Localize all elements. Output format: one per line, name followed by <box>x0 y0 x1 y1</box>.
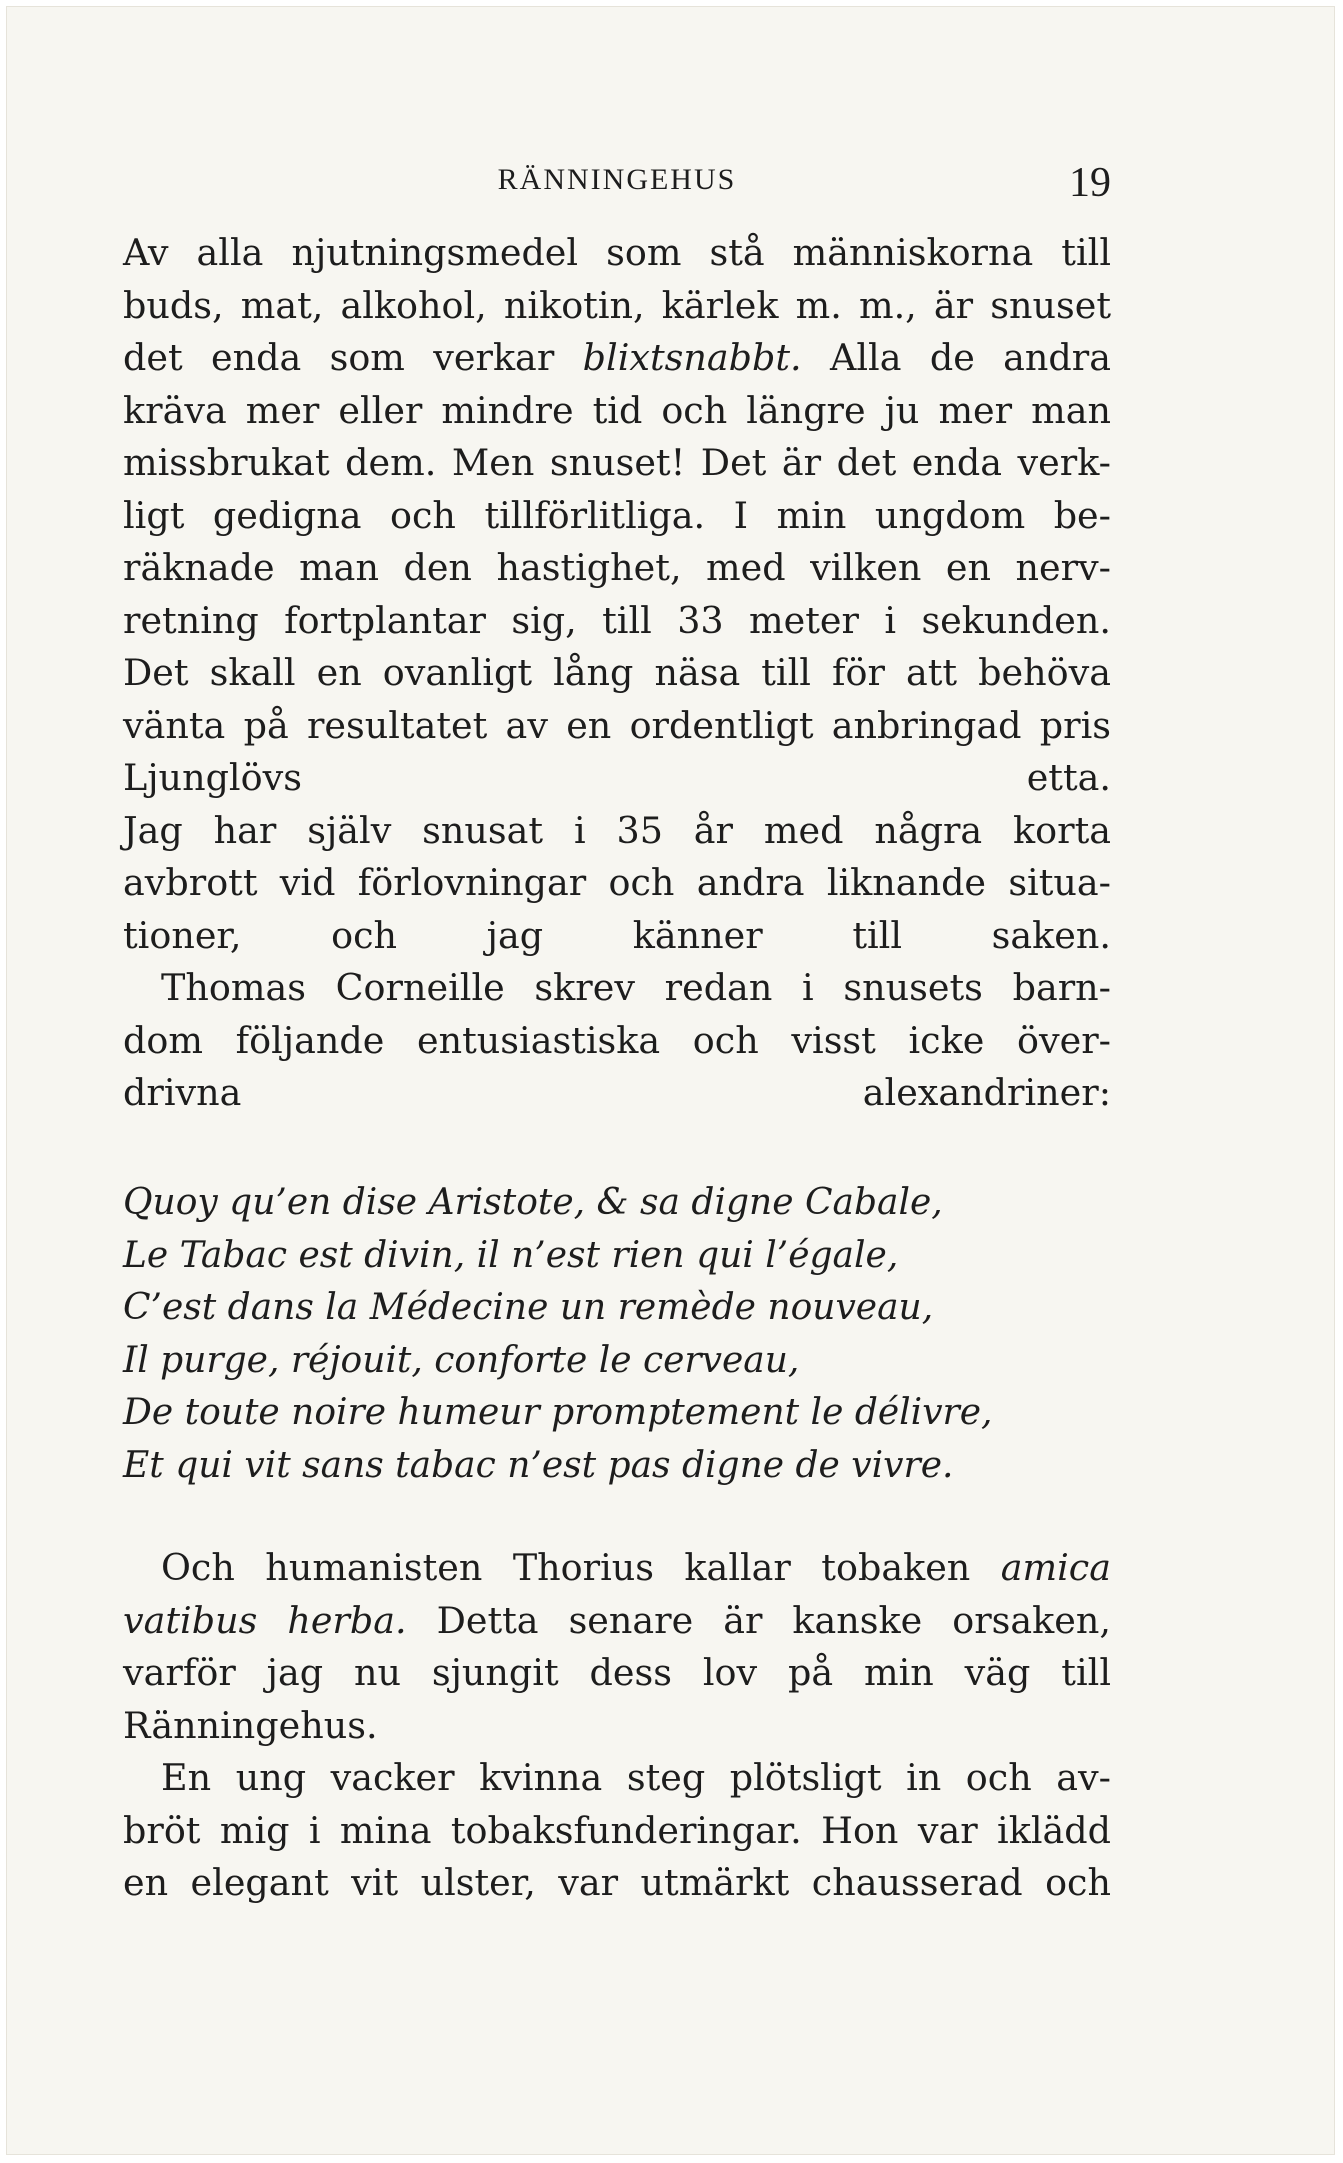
text-line: Av alla njutningsmedel som stå människorna till <box>123 231 1111 274</box>
body-text-bottom <box>123 1542 1111 1910</box>
text-line: ligt gedigna och tillförlitliga. I min ungdom be- <box>123 493 1111 537</box>
text-line: dom följande entusiastiska och visst icke över- <box>123 1018 1111 1062</box>
text-line: Jag har själv snusat i 35 år med några korta <box>123 808 1111 852</box>
body-text-top <box>123 227 1111 1120</box>
text-line: buds, mat, alkohol, nikotin, kärlek m. m., är snuset <box>123 283 1111 327</box>
running-title: RÄNNINGEHUS <box>497 163 737 196</box>
text-line: vatibus herba. Detta senare är kanske orsaken, <box>123 1598 1111 1642</box>
text-line: kräva mer eller mindre tid och längre ju mer man <box>123 388 1111 432</box>
text-line: missbrukat dem. Men snuset! Det är det enda verk- <box>123 441 1111 484</box>
paragraph-own-experience <box>123 805 1111 963</box>
text-line: tioner, och jag känner till saken. <box>123 913 1111 957</box>
italic-phrase: amica <box>1000 1546 1111 1589</box>
poem-line: De toute noire humeur promptement le délivre, <box>123 1392 993 1433</box>
italic-phrase: vatibus herba. <box>123 1598 407 1642</box>
poem-line: Il purge, réjouit, conforte le cerveau, <box>123 1339 800 1381</box>
poem-line: Et qui vit sans tabac n’est pas digne de vivre. <box>123 1444 954 1486</box>
text-line: vänta på resultatet av en ordentligt anbringad pris <box>123 703 1111 747</box>
paragraph-snus-intro <box>123 227 1111 805</box>
text-line: retning fortplantar sig, till 33 meter i sekunden. <box>123 598 1111 642</box>
text-line: en elegant vit ulster, var utmärkt chausserad och <box>123 1861 1111 1904</box>
text-line: bröt mig i mina tobaksfunderingar. Hon var iklädd <box>123 1808 1111 1852</box>
page-number: 19 <box>1069 160 1111 206</box>
poem-line: Le Tabac est divin, il n’est rien qui l’égale, <box>123 1234 899 1276</box>
book-page <box>6 6 1335 2155</box>
text-line: varför jag nu sjungit dess lov på min väg till <box>123 1651 1111 1694</box>
text-line: Och humanisten Thorius kallar tobaken amica <box>161 1546 1111 1589</box>
poem-line: C’est dans la Médecine un remède nouveau, <box>123 1287 934 1328</box>
text-line: Det skall en ovanligt lång näsa till för att behöva <box>123 651 1111 694</box>
page-header <box>123 159 1111 207</box>
text-line: Ränningehus. <box>123 1703 378 1747</box>
poem-quote <box>123 1177 1111 1492</box>
text-line: drivna alexandriner: <box>123 1071 1111 1114</box>
paragraph-corneille <box>123 962 1111 1120</box>
poem-line: Quoy qu’en dise Aristote, & sa digne Cabale, <box>123 1182 943 1223</box>
text-line: avbrott vid förlovningar och andra liknande situa- <box>123 861 1111 904</box>
paragraph-thorius <box>123 1542 1111 1752</box>
italic-word: blixtsnabbt. <box>582 336 802 379</box>
text-line: En ung vacker kvinna steg plötsligt in och av- <box>161 1756 1111 1799</box>
text-line: det enda som verkar blixtsnabbt. Alla de andra <box>123 336 1112 379</box>
text-line: Ljunglövs etta. <box>123 756 1111 799</box>
paragraph-young-woman <box>123 1752 1111 1910</box>
text-line: räknade man den hastighet, med vilken en nerv- <box>123 546 1111 589</box>
text-line: Thomas Corneille skrev redan i snusets barn- <box>161 966 1111 1009</box>
